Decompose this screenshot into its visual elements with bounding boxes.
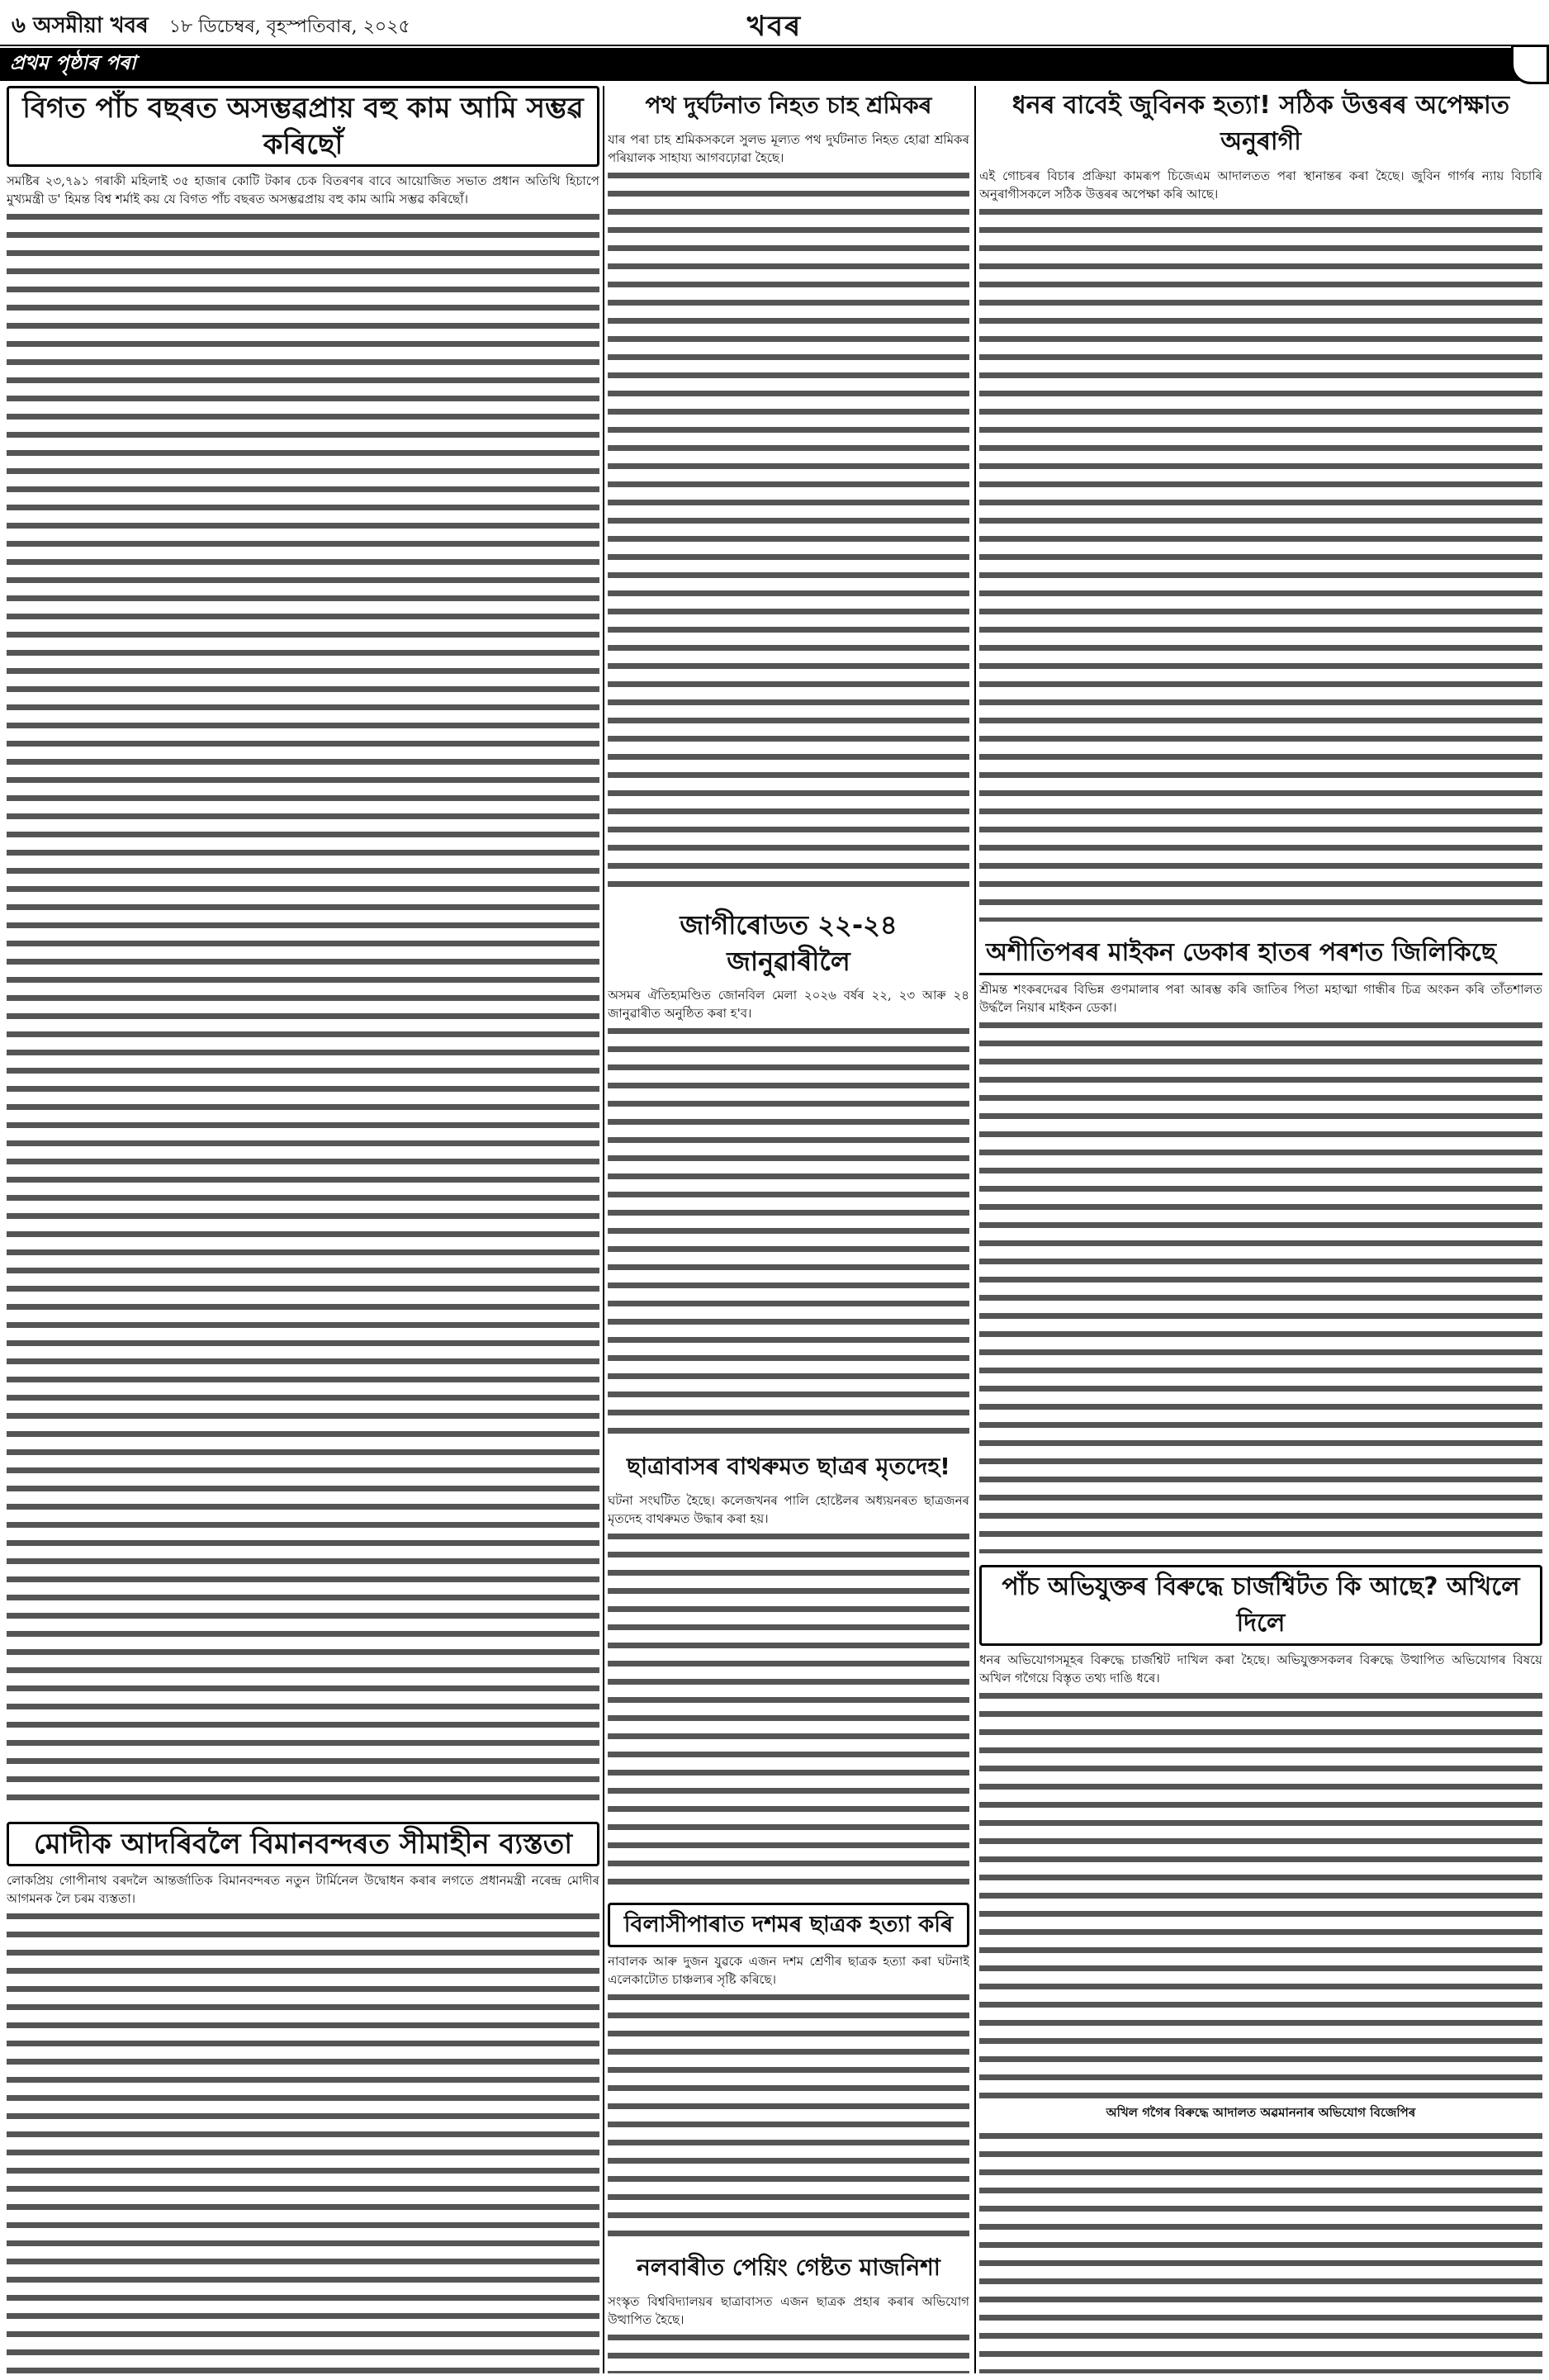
story-lead: নাবালক আৰু দুজন যুৱকে এজন দশম শ্ৰেণীৰ ছাত্ৰক হত্যা কৰা ঘটনাই এলেকাটোত চাঞ্চল্যৰ সৃষ্টি কৰিছে। — [608, 1954, 969, 1987]
headline: অশীতিপৰৰ মাইকন ডেকাৰ হাতৰ পৰশত জিলিকিছে — [979, 933, 1542, 975]
story-lead: এই গোচৰৰ বিচাৰ প্ৰক্ৰিয়া কামৰূপ চিজেএম আদালতত পৰা স্থানান্তৰ কৰা হৈছে। জুবিন গাৰ্গৰ ন্যায় বিচাৰি অনুৰাগীসকলে সঠিক উত্তৰৰ অপেক্ষা কৰি আছে। — [979, 168, 1542, 201]
page-number: ৬ — [12, 13, 26, 38]
page-header — [0, 0, 1549, 46]
column-divider — [974, 86, 976, 2373]
headline: মোদীক আদৰিবলৈ বিমানবন্দৰত সীমাহীন ব্যস্ততা — [7, 1822, 599, 1866]
issue-date: ১৮ ডিচেম্বৰ, বৃহস্পতিবাৰ, ২০২৫ — [168, 17, 410, 37]
headline: ধনৰ বাবেই জুবিনক হত্যা! সঠিক উত্তৰৰ অপেক্ষাত অনুৰাগী — [1011, 91, 1510, 156]
story-lead: শ্ৰীমন্ত শংকৰদেৱৰ বিভিন্ন গুণমালাৰ পৰা আৰম্ভ কৰি জাতিৰ পিতা মহাত্মা গান্ধীৰ চিত্ৰ অংকন কৰি তাঁতশালত উৰ্দ্ধলৈ নিয়াৰ মাইকন ডেকা। — [979, 982, 1542, 1015]
headline: পাঁচ অভিযুক্তৰ বিৰুদ্ধে চাৰ্জশ্বিটত কি আছে? অখিলে দিলে — [979, 1565, 1542, 1646]
headline: জাগীৰোডত ২২-২৪ জানুৱাৰীলৈ — [680, 909, 898, 977]
masthead: খবৰ — [746, 10, 803, 43]
story-body-text — [979, 1017, 1542, 1553]
story-body-text — [979, 2127, 1542, 2373]
column-left — [7, 86, 599, 2373]
story-tea-worker — [608, 86, 969, 894]
headline: ছাত্ৰাবাসৰ বাথৰুমত ছাত্ৰৰ মৃতদেহ! — [627, 1453, 950, 1480]
story-body-text — [7, 1908, 599, 2373]
headline: বিগত পাঁচ বছৰত অসম্ভৱপ্ৰায় বহু কাম আমি সম্ভৱ কৰিছোঁ — [7, 86, 599, 167]
headline: পথ দুৰ্ঘটনাত নিহত চাহ শ্ৰমিকৰ — [645, 92, 932, 119]
story-body-text — [608, 1022, 969, 1435]
story-lead: লোকপ্ৰিয় গোপীনাথ বৰদলৈ আন্তৰ্জাতিক বিমানবন্দৰত নতুন টাৰ্মিনেল উদ্বোধন কৰাৰ লগতে প্ৰধানমন্ত্ৰী নৰেন্দ্ৰ মোদীৰ আগমনক লৈ চৰম ব্যস্ততা। — [7, 1873, 599, 1906]
story-body-text — [7, 208, 599, 1810]
story-zubeen — [979, 86, 1542, 922]
story-chargesheet — [979, 1565, 1542, 2373]
headline: বিলাসীপাৰাত দশমৰ ছাত্ৰক হত্যা কৰি — [608, 1903, 969, 1947]
section-label: প্ৰথম পৃষ্ঠাৰ পৰা — [10, 50, 136, 74]
story-lead: যাৰ পৰা চাহ শ্ৰমিকসকলে সুলভ মূল্যত পথ দুৰ্ঘটনাত নিহত হোৱা শ্ৰমিকৰ পৰিয়ালক সাহায্য আগবঢ়োৱা হৈছে। — [608, 132, 969, 165]
story-development — [7, 86, 599, 1810]
story-lead: সমষ্টিৰ ২৩,৭৯১ গৰাকী মহিলাই ৩৫ হাজাৰ কোটি টকাৰ চেক বিতৰণৰ বাবে আয়োজিত সভাত প্ৰধান অতিথি হিচাপে মুখ্যমন্ত্ৰী ড' হিমন্ত বিশ্ব শৰ্মাই কয় যে বিগত পাঁচ বছৰত অসম্ভৱপ্ৰায় বহু কাম আমি সম্ভৱ কৰিছোঁ। — [7, 173, 599, 206]
story-bilasipara — [608, 1903, 969, 2236]
column-divider — [603, 86, 604, 2373]
story-lead: ঘটনা সংঘটিত হৈছে। কলেজখনৰ পালি হোষ্টেলৰ অধ্যয়নৰত ছাত্ৰজনৰ মৃতদেহ বাথৰুমত উদ্ধাৰ কৰা হয়। — [608, 1493, 969, 1526]
story-subhead: অখিল গগৈৰ বিৰুদ্ধে আদালত অৱমাননাৰ অভিযোগ বিজেপিৰ — [1106, 2105, 1416, 2120]
page-turn-arrow-icon — [1511, 45, 1549, 84]
story-lead: অসমৰ ঐতিহ্যমণ্ডিত জোনবিল মেলা ২০২৬ বৰ্ষৰ ২২, ২৩ আৰু ২৪ জানুৱাৰীত অনুষ্ঠিত কৰা হ'ব। — [608, 988, 969, 1021]
story-body-text — [979, 1687, 1542, 2100]
headline: নলবাৰীত পেয়িং গেষ্টত মাজনিশা — [637, 2254, 940, 2281]
story-lead: সংস্কৃত বিশ্ববিদ্যালয়ৰ ছাত্ৰাবাসত এজন ছাত্ৰক প্ৰহাৰ কৰাৰ অভিযোগ উত্থাপিত হৈছে। — [608, 2294, 969, 2327]
story-jonbeel-mela — [608, 905, 969, 1435]
story-body-text — [979, 203, 1542, 922]
column-middle — [608, 86, 969, 2373]
story-body-text — [608, 167, 969, 894]
story-body-text — [608, 1989, 969, 2236]
story-airport — [7, 1822, 599, 2373]
story-body-text — [608, 2329, 969, 2373]
story-hostel — [608, 1447, 969, 1891]
story-body-text — [608, 1528, 969, 1891]
story-weaver — [979, 933, 1542, 1553]
story-lead: ধনৰ অভিযোগসমূহৰ বিৰুদ্ধে চাৰ্জশ্বিট দাখিল কৰা হৈছে। অভিযুক্তসকলৰ বিৰুদ্ধে উত্থাপিত অভিযোগৰ বিষয়ে অখিল গগৈয়ে বিস্তৃত তথ্য দাঙি ধৰে। — [979, 1652, 1542, 1685]
column-right — [979, 86, 1542, 2373]
story-nalbari — [608, 2248, 969, 2373]
section-bar — [0, 48, 1549, 81]
paper-name: অসমীয়া খবৰ — [32, 13, 149, 38]
